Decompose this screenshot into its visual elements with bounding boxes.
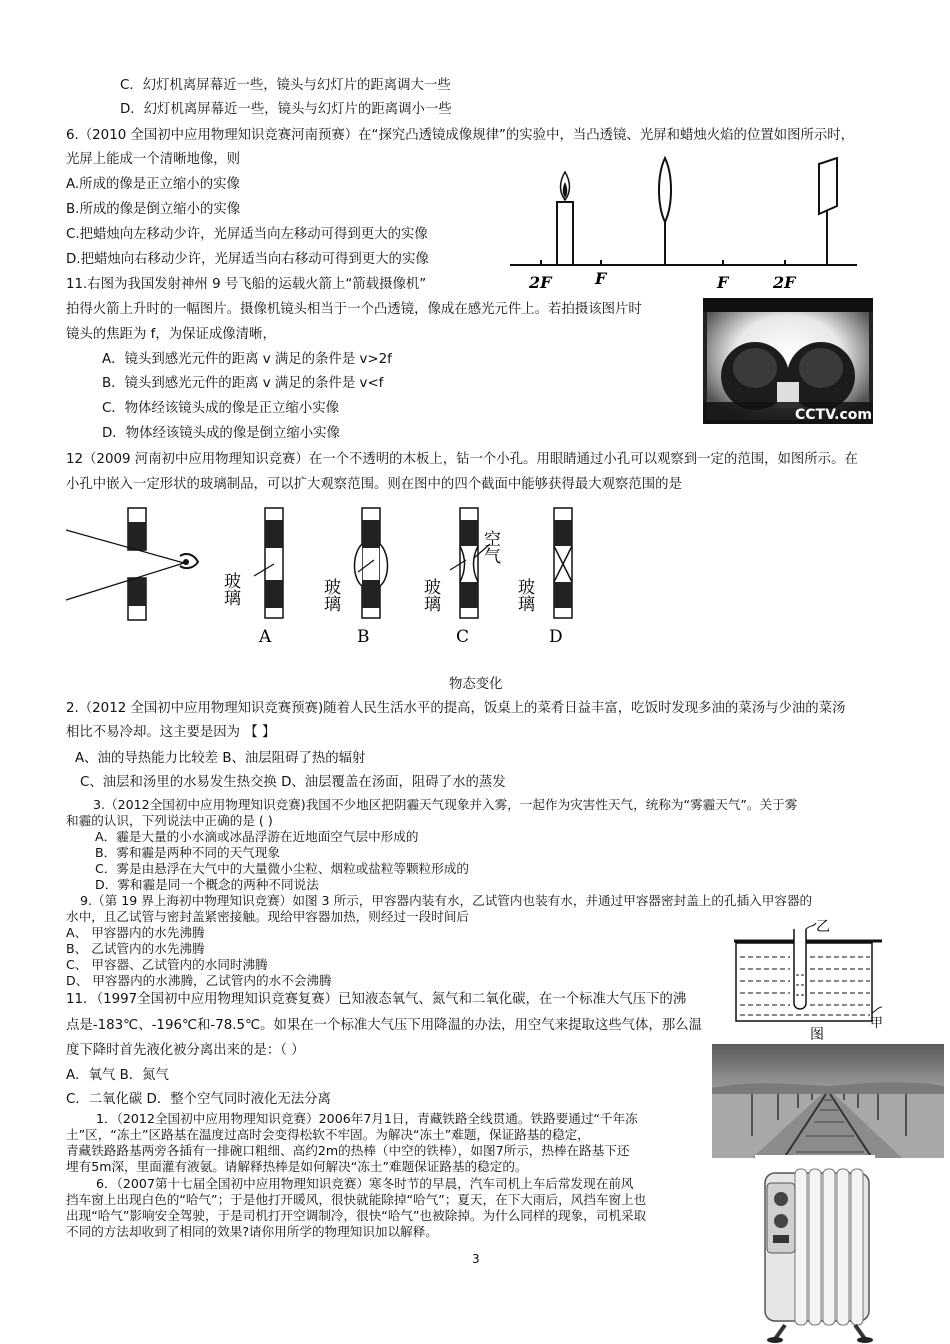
label-f-left: F [595,269,607,288]
test-tube-shape [794,929,806,1009]
label-container-jia: 甲 [870,1016,884,1031]
label-glass-b: 玻璃 [320,578,340,612]
label-2f-right: 2F [773,273,796,292]
q6-stem-cont: 光屏上能成一个清晰地像，则 [66,152,241,167]
candle-shape [557,172,573,265]
label-glass-d: 玻璃 [514,578,534,612]
q6b-stem-cont3: 不同的方法却收到了相同的效果?请你用所学的物理知识加以解释。 [66,1224,438,1239]
label-f-right: F [717,273,729,292]
q3-option-a: A．霾是大量的小水滴或冰晶浮游在近地面空气层中形成的 [95,829,419,844]
q6b-stem: 6．（2007第十七届全国初中应用物理知识竞赛）寒冬时节的早晨，汽车司机上车后常发现在前风 [96,1176,634,1191]
railway-heat-rod-photo [712,1044,944,1158]
q11-option-d: D．物体经该镜头成的像是倒立缩小实像 [102,426,340,441]
q9-stem-cont: 水中，且乙试管与密封盖紧密接触。现给甲容器加热，则经过一段时间后 [66,909,469,924]
q3-option-c: C．雾是由悬浮在大气中的大量微小尘粒、烟粒或盐粒等颗粒形成的 [95,861,470,876]
label-glass-c: 玻璃 [420,578,440,612]
label-option-c: C [456,627,470,647]
label-glass-a-1: 玻璃 [220,572,240,606]
light-screen-shape [819,158,837,265]
pinhole-glass-figure [62,500,602,650]
section-title: 物态变化 [449,677,503,692]
label-2f-left: 2F [529,273,552,292]
section-b [355,508,388,618]
page-number: 3 [472,1252,480,1266]
cctv-logo: CCTV.com [795,407,872,423]
q3-option-d: D．雾和霾是同一个概念的两种不同说法 [95,877,319,892]
q11b-stem: 11．（1997全国初中应用物理知识竞赛复赛）已知液态氧气、氮气和二氧化碳，在一个标准大气压下的沸 [66,992,687,1007]
q12-stem: 12（2009 河南初中应用物理知识竞赛）在一个不透明的木板上，钻一个小孔。用眼睛通过小孔可以观察到一定的范围，如图所示。在 [66,452,858,467]
q6-option-c: C.把蜡烛向左移动少许，光屏适当向左移动可得到更大的实像 [66,227,428,242]
q9-stem: 9.（第 19 界上海初中物理知识竞赛）如图 3 所示，甲容器内装有水，乙试管内也装有水，并通过甲容器密封盖上的孔插入甲容器的 [80,893,813,908]
q1-stem-cont: 土”区，“冻土”区路基在温度过高时会变得松软不牢固。为解决“冻土”难题，保证路基的稳定， [66,1127,590,1142]
q3-stem-cont: 和霾的认识，下列说法中正确的是 ( ) [66,813,273,828]
q9-option-c: C、 甲容器、乙试管内的水同时沸腾 [66,957,268,972]
q11-option-a: A．镜头到感光元件的距离 v 满足的条件是 v>2f [102,352,392,367]
label-air: 空气 [480,530,500,564]
container-tube-figure [730,915,890,1065]
q2-stem: 2.（2012 全国初中应用物理知识竞赛预赛)随着人民生活水平的提高，饭桌上的菜肴日益丰富，吃饭时发现多油的菜汤与少油的菜汤 [66,701,846,716]
label-option-d: D [549,627,563,647]
q1-stem-cont3: 埋有5m深，里面灌有液氨。请解释热棒是如何解决“冻土”难题保证路基的稳定的。 [66,1159,528,1174]
q6b-stem-cont2: 出现“哈气”影响安全驾驶，于是司机打开空调制冷，很快“哈气”也被除掉。为什么同样的现象，司机采取 [66,1208,647,1223]
q3-option-b: B．雾和霾是两种不同的天气现象 [95,845,280,860]
oil-heater-photo [755,1155,875,1344]
q9-option-b: B、 乙试管内的水先沸腾 [66,941,205,956]
q3-stem: 3.（2012全国初中应用物理知识竞赛)我国不少地区把阴霾天气现象并入雾，一起作为灾害性天气，统称为“雾霾天气”。关于雾 [93,797,798,812]
label-tube-yi: 乙 [816,919,830,935]
q-projector-option-d: D．幻灯机离屏幕近一些，镜头与幻灯片的距离调小一些 [120,102,452,117]
q11-stem: 11.右图为我国发射神州 9 号飞船的运载火箭上“箭载摄像机” [66,277,427,292]
q9-option-a: A、 甲容器内的水先沸腾 [66,925,205,940]
heater-knob-icon [774,1192,788,1206]
rocket-camera-photo [703,298,873,424]
q11b-stem-cont2: 度下降时首先液化被分离出来的是：（ ） [66,1043,305,1058]
q11b-stem-cont: 点是-183℃、-196℃和-78.5℃。如果在一个标准大气压下用降温的办法，用空气来提取这些气体，那么温 [66,1018,702,1033]
lens-bench-figure [505,150,865,295]
q6-option-a: A.所成的像是正立缩小的实像 [66,177,240,192]
q1-stem-cont2: 青藏铁路路基两旁各插有一排碗口粗细、高约2m的热棒（中空的铁棒），如图7所示，热棒在路基下还 [66,1143,630,1158]
section-a [254,508,283,618]
q2-options-ab: A、油的导热能力比较差 B、油层阻碍了热的辐射 [75,751,366,766]
q9-option-d: D、 甲容器内的水沸腾，乙试管内的水不会沸腾 [66,973,332,988]
q6-stem: 6.（2010 全国初中应用物理知识竞赛河南预赛）在“探究凸透镜成像规律”的实验中，当凸透镜、光屏和蜡烛火焰的位置如图所示时， [66,128,855,143]
label-option-b: B [357,627,370,647]
label-fig3-a: 图 [810,1027,824,1043]
q11b-options-cd: C．二氧化碳 D．整个空气同时液化无法分离 [66,1092,331,1107]
q6-option-b: B.所成的像是倒立缩小的实像 [66,202,241,217]
q11-stem-cont: 拍得火箭上升时的一幅图片。摄像机镜头相当于一个凸透镜，像成在感光元件上。若拍摄该图片时 [66,302,642,317]
label-option-a: A [259,627,272,647]
q6b-stem-cont: 挡车窗上出现白色的“哈气”；于是他打开暖风，很快就能除掉“哈气”；夏天，在下大雨后，风挡车窗上也 [66,1192,647,1207]
q2-stem-cont: 相比不易冷却。这主要是因为 【 】 [66,725,276,740]
q11-stem-cont2: 镜头的焦距为 f，为保证成像清晰， [66,327,276,342]
q12-stem-cont: 小孔中嵌入一定形状的玻璃制品，可以扩大观察范围。则在图中的四个截面中能够获得最大观察范围的是 [66,477,682,492]
q11-option-c: C．物体经该镜头成的像是正立缩小实像 [102,401,339,416]
q2-options-cd: C、油层和汤里的水易发生热交换 D、油层覆盖在汤面，阻碍了水的蒸发 [80,775,506,790]
q6-option-d: D.把蜡烛向右移动少许，光屏适当向右移动可得到更大的实像 [66,252,429,267]
q11-option-b: B．镜头到感光元件的距离 v 满足的条件是 v<f [102,376,384,391]
eye-icon [180,554,198,568]
q11b-options-ab: A．氧气 B．氮气 [66,1068,169,1083]
q-projector-option-c: C．幻灯机离屏幕近一些，镜头与幻灯片的距离调大一些 [120,78,451,93]
section-d [554,508,572,618]
board-with-eye [66,508,198,620]
convex-lens-shape [659,158,671,265]
q1-stem: 1．（2012全国初中应用物理知识竞赛）2006年7月1日，青藏铁路全线贯通。铁路要通过“千年冻 [96,1111,638,1126]
